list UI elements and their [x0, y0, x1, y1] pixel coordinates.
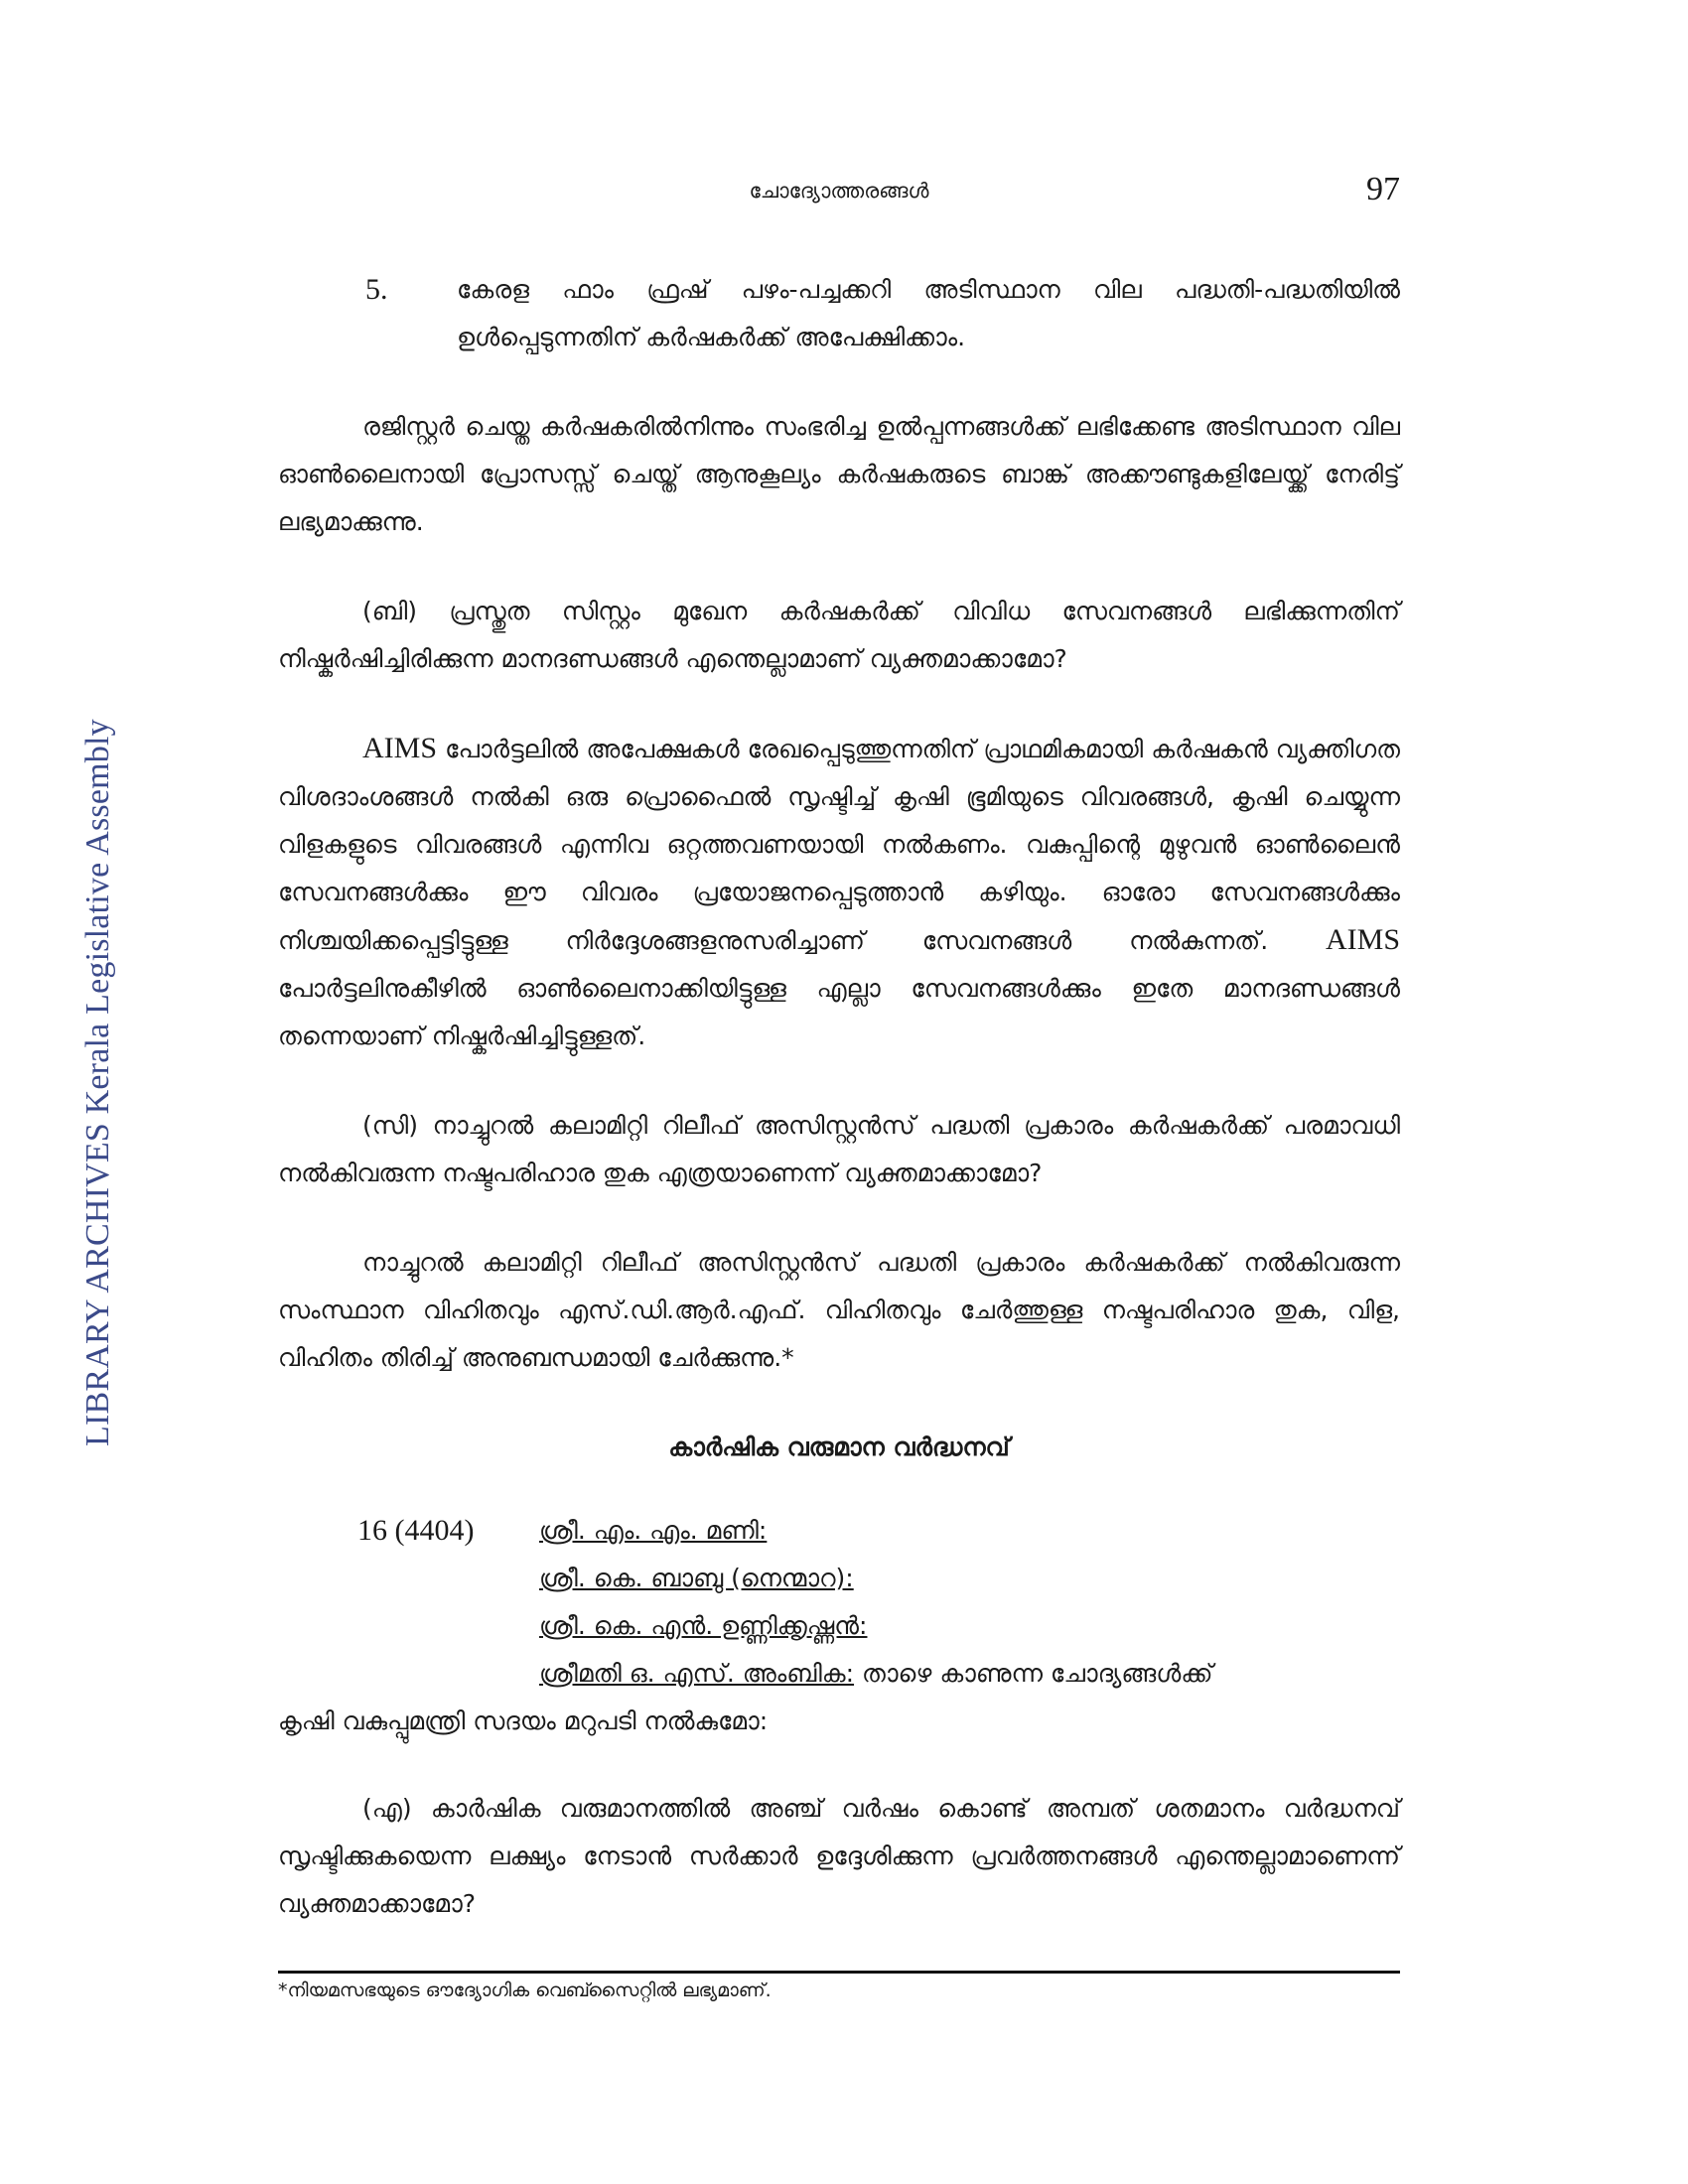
running-header [278, 171, 1400, 220]
page-content [278, 266, 1400, 1970]
list-item-number: 5. [365, 273, 388, 306]
answer-b-text-1: പോർട്ടലിൽ അപേക്ഷകൾ രേഖപ്പെടുത്തുന്നതിന് പ്രാഥമികമായി കർഷകൻ വ്യക്തിഗത വിശദാംശങ്ങൾ നൽകി ഒരു പ്രൊഫൈൽ സൃഷ്ടിച്ച് കൃഷി ഭൂമിയുടെ വിവരങ്ങൾ, കൃഷി ചെയ്യുന്ന വിളകളുടെ വിവരങ്ങൾ എന്നിവ ഒറ്റത്തവണയായി നൽകണം. വകുപ്പിന്റെ മുഴുവൻ ഓൺലൈൻ സേവനങ്ങൾക്കും ഈ വിവരം പ്രയോജനപ്പെടുത്താൻ കഴിയും. ഓരോ സേവനങ്ങൾക്കും നിശ്ചയിക്കപ്പെട്ടിട്ടുള്ള നിർദ്ദേശങ്ങളനുസരിച്ചാണ് സേവനങ്ങൾ നൽകുന്നത്. [278, 735, 1400, 955]
member-name: ശ്രീ. കെ. ബാബു (നെന്മാറ): [539, 1564, 854, 1592]
answer-paragraph-c: നാച്ചുറൽ കലാമിറ്റി റിലീഫ് അസിസ്റ്റൻസ് പദ്ധതി പ്രകാരം കർഷകർക്ക് നൽകിവരുന്ന സംസ്ഥാന വിഹിതവും എസ്.ഡി.ആർ.എഫ്. വിഹിതവും ചേർത്തുള്ള നഷ്ടപരിഹാര തുക, വിള, വിഹിതം തിരിച്ച് അനുബന്ധമായി ചേർക്കുന്നു.* [278, 1248, 1400, 1372]
answer-paragraph-b [278, 725, 1400, 1060]
page-number: 97 [1366, 171, 1400, 207]
question-intro-tail: കൃഷി വകുപ്പുമന്ത്രി സദയം മറുപടി നൽകുമോ: [278, 1706, 769, 1735]
aims-acronym: AIMS [1325, 923, 1400, 956]
footnote-divider [278, 1971, 1400, 1974]
aims-acronym: AIMS [362, 732, 438, 764]
member-name: ശ്രീ. കെ. എൻ. ഉണ്ണിക്കൃഷ്ണൻ: [539, 1611, 868, 1640]
answer-b-text-2: പോർട്ടലിനുകീഴിൽ ഓൺലൈനാക്കിയിട്ടുള്ള എല്ലാ സേവനങ്ങൾക്കും ഇതേ മാനദണ്ഡങ്ങൾ തന്നെയാണ് നിഷ്കർഷിച്ചിട്ടുള്ളത്. [278, 974, 1400, 1050]
member-name: ശ്രീ. എം. എം. മണി: [539, 1516, 768, 1545]
question-number: 16 (4404) [357, 1514, 475, 1547]
answer-paragraph-1: രജിസ്റ്റർ ചെയ്ത കർഷകരിൽനിന്നും സംഭരിച്ച ഉൽപ്പന്നങ്ങൾക്ക് ലഭിക്കേണ്ട അടിസ്ഥാന വില ഓൺലൈനായി പ്രോസസ്സ് ചെയ്ത് ആനുകൂല്യം കർഷകരുടെ ബാങ്ക് അക്കൗണ്ടുകളിലേയ്ക്ക് നേരിട്ട് ലഭ്യമാക്കുന്നു. [278, 412, 1400, 536]
member-suffix: താഴെ കാണുന്ന ചോദ്യങ്ങൾക്ക് [854, 1659, 1213, 1688]
archive-watermark: LIBRARY ARCHIVES Kerala Legislative Assembly [79, 719, 116, 1446]
question-a: (എ) കാർഷിക വരുമാനത്തിൽ അഞ്ച് വർഷം കൊണ്ട് അമ്പത് ശതമാനം വർദ്ധനവ് സൃഷ്ടിക്കുകയെന്ന ലക്ഷ്യം നേടാൻ സർക്കാർ ഉദ്ദേശിക്കുന്ന പ്രവർത്തനങ്ങൾ എന്തെല്ലാമാണെന്ന് വ്യക്തമാക്കാമോ? [278, 1794, 1400, 1918]
list-item-5 [278, 266, 1400, 361]
question-c: (സി) നാച്ചുറൽ കലാമിറ്റി റിലീഫ് അസിസ്റ്റൻസ് പദ്ധതി പ്രകാരം കർഷകർക്ക് പരമാവധി നൽകിവരുന്ന നഷ്ടപരിഹാര തുക എത്രയാണെന്ന് വ്യക്തമാക്കാമോ? [278, 1111, 1400, 1187]
footnote: *നിയമസഭയുടെ ഔദ്യോഗിക വെബ്സൈറ്റിൽ ലഭ്യമാണ്. [278, 1979, 772, 2001]
member-name: ശ്രീമതി ഒ. എസ്. അംബിക: [539, 1659, 855, 1688]
list-item-text: കേരള ഫാം ഫ്രഷ് പഴം-പച്ചക്കറി അടിസ്ഥാന വില പദ്ധതി-പദ്ധതിയിൽ ഉൾപ്പെടുന്നതിന് കർഷകർക്ക് അപേക്ഷിക്കാം. [457, 275, 1400, 351]
section-heading: കാർഷിക വരുമാന വർദ്ധനവ് [668, 1433, 1010, 1461]
question-members [278, 1507, 1400, 1745]
running-title: ചോദ്യോത്തരങ്ങൾ [749, 179, 929, 203]
question-b: (ബി) പ്രസ്തുത സിസ്റ്റം മുഖേന കർഷകർക്ക് വിവിധ സേവനങ്ങൾ ലഭിക്കുന്നതിന് നിഷ്കർഷിച്ചിരിക്കുന്ന മാനദണ്ഡങ്ങൾ എന്തെല്ലാമാണ് വ്യക്തമാക്കാമോ? [278, 597, 1400, 673]
